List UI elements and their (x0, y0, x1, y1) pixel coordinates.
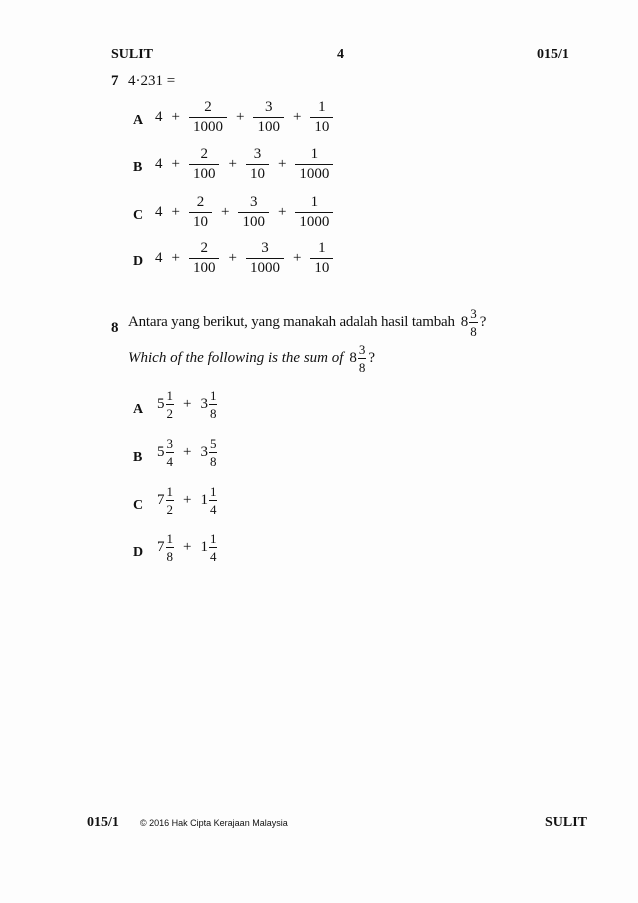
plus-sign: + (277, 156, 287, 172)
fraction: $\frac{3}{100}$ (253, 100, 284, 135)
plus-sign: + (171, 109, 180, 125)
q8-option-b-letter: B (133, 450, 143, 465)
q8-option-c-expression (157, 485, 217, 516)
footer-classification: SULIT (545, 815, 588, 830)
fraction: $\frac{3}{1000}$ (246, 241, 284, 276)
footer-paper-code: 015/1 (87, 815, 119, 830)
q8-option-a-letter: A (133, 402, 144, 417)
plus-sign: + (277, 204, 287, 220)
plus-sign: + (183, 539, 192, 555)
question-mark: ? (479, 314, 487, 330)
q7-option-a-expression (155, 100, 333, 135)
fraction: $\frac{1}{10}$ (310, 100, 333, 135)
plus-sign: + (292, 109, 302, 125)
mixed-number: 5 $\frac{3}{4}$ (157, 436, 173, 469)
fraction: $\frac{2}{100}$ (189, 147, 220, 182)
question-8-english (128, 343, 375, 374)
q7-option-b-letter: B (133, 160, 143, 175)
plus-sign: + (228, 156, 237, 172)
whole-number: 4 (155, 109, 163, 125)
plus-sign: + (171, 204, 180, 220)
question-7-prompt: 4·231 = (128, 73, 176, 89)
target-mixed-number: 8 $\frac{3}{8}$ (460, 306, 477, 339)
question-8-malay-text: Antara yang berikut, yang manakah adalah hasil tambah (128, 314, 455, 330)
plus-sign: + (220, 204, 230, 220)
mixed-number: 1 $\frac{1}{4}$ (200, 531, 217, 564)
q7-option-c-letter: C (133, 208, 144, 223)
mixed-number: 7 $\frac{1}{8}$ (157, 531, 173, 564)
question-mark: ? (368, 350, 376, 366)
mixed-number: 3 $\frac{1}{8}$ (200, 388, 217, 421)
whole-number: 4 (155, 204, 163, 220)
mixed-number: 5 $\frac{1}{2}$ (157, 388, 173, 421)
plus-sign: + (235, 109, 245, 125)
page-number: 4 (337, 47, 344, 62)
q7-option-a-letter: A (133, 113, 144, 128)
plus-sign: + (171, 156, 180, 172)
plus-sign: + (183, 444, 192, 460)
q7-option-c-expression (155, 195, 333, 230)
whole-number: 4 (155, 156, 163, 172)
mixed-number: 3 $\frac{5}{8}$ (200, 436, 217, 469)
q7-option-b-expression (155, 147, 333, 182)
question-8-number: 8 (111, 320, 119, 336)
mixed-number: 7 $\frac{1}{2}$ (157, 484, 173, 517)
plus-sign: + (183, 492, 192, 508)
q7-option-d-letter: D (133, 254, 144, 269)
footer-copyright: © 2016 Hak Cipta Kerajaan Malaysia (140, 818, 288, 828)
q8-option-b-expression (157, 437, 217, 468)
fraction: $\frac{2}{1000}$ (189, 100, 227, 135)
plus-sign: + (183, 396, 192, 412)
question-7-number: 7 (111, 73, 119, 89)
fraction: $\frac{1}{1000}$ (295, 147, 333, 182)
question-8-english-text: Which of the following is the sum of (128, 350, 344, 366)
paper-code: 015/1 (537, 47, 569, 62)
plus-sign: + (228, 250, 237, 266)
question-8-malay (128, 307, 486, 338)
q8-option-d-letter: D (133, 545, 144, 560)
q8-option-d-expression (157, 532, 217, 563)
mixed-number: 1 $\frac{1}{4}$ (200, 484, 217, 517)
plus-sign: + (292, 250, 302, 266)
plus-sign: + (171, 250, 180, 266)
header-classification: SULIT (111, 47, 154, 62)
target-mixed-number: 8 $\frac{3}{8}$ (349, 342, 366, 375)
q8-option-a-expression (157, 389, 217, 420)
fraction: $\frac{3}{100}$ (238, 195, 269, 230)
q8-option-c-letter: C (133, 498, 144, 513)
q7-option-d-expression (155, 241, 333, 276)
whole-number: 4 (155, 250, 163, 266)
fraction: $\frac{2}{10}$ (189, 195, 212, 230)
fraction: $\frac{3}{10}$ (246, 147, 269, 182)
fraction: $\frac{1}{1000}$ (295, 195, 333, 230)
fraction: $\frac{2}{100}$ (189, 241, 220, 276)
fraction: $\frac{1}{10}$ (310, 241, 333, 276)
